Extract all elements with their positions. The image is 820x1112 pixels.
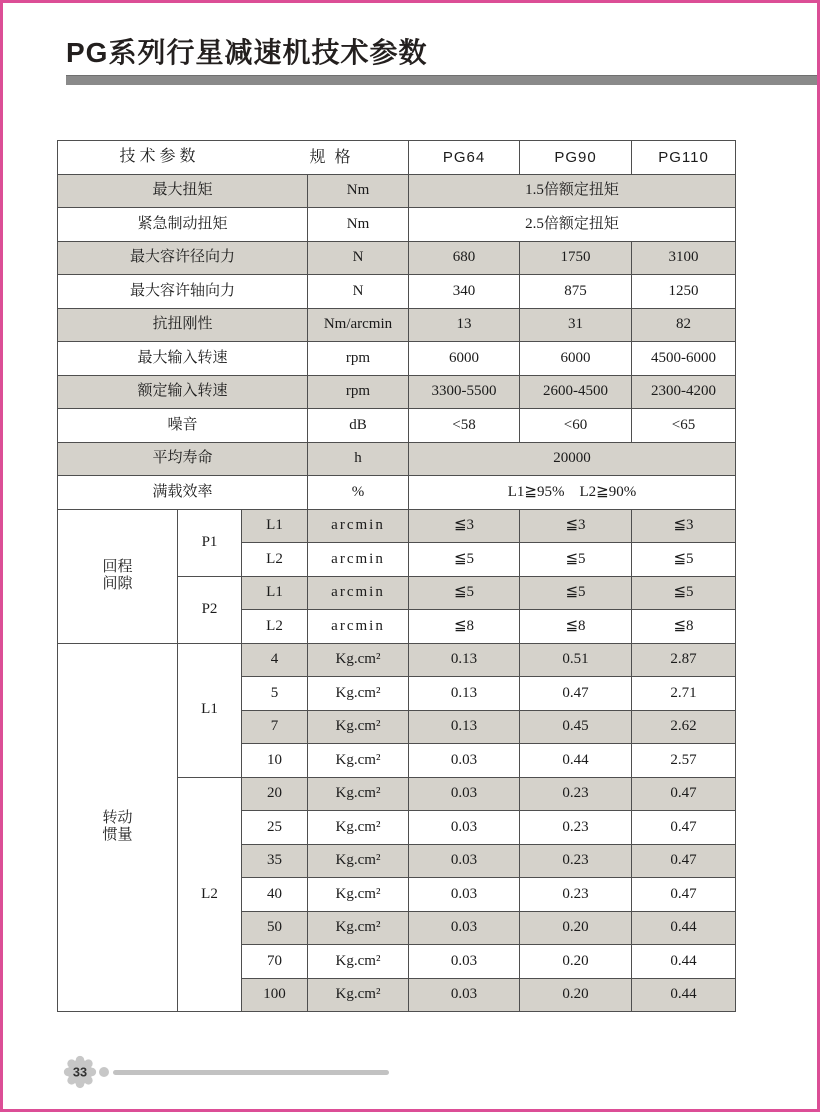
value-cell: 2.71 [632, 677, 736, 711]
param-label-cell: 紧急制动扭矩 [58, 208, 308, 242]
value-cell: ≦5 [632, 576, 736, 610]
value-cell: 6000 [409, 342, 520, 376]
value-cell: 0.13 [409, 677, 520, 711]
ratio-cell: 4 [242, 643, 308, 677]
table-row [58, 241, 736, 275]
value-cell: 0.13 [409, 643, 520, 677]
value-cell: 0.44 [632, 978, 736, 1012]
param-label-cell: 噪音 [58, 409, 308, 443]
unit-cell: arcmin [308, 543, 409, 577]
unit-cell: N [308, 241, 409, 275]
value-cell: 1250 [632, 275, 736, 309]
param-label-cell: 最大容许径向力 [58, 241, 308, 275]
value-cell: 0.47 [632, 878, 736, 912]
value-cell: 0.20 [520, 945, 632, 979]
value-cell: 0.44 [632, 945, 736, 979]
page-title: PG系列行星减速机技术参数 [66, 37, 428, 68]
model-header-pg64: PG64 [409, 141, 520, 175]
param-label-cell: 最大输入转速 [58, 342, 308, 376]
ratio-cell: 40 [242, 878, 308, 912]
value-cell: ≦5 [409, 576, 520, 610]
unit-cell: Kg.cm² [308, 744, 409, 778]
model-header-pg90: PG90 [520, 141, 632, 175]
unit-cell: Kg.cm² [308, 878, 409, 912]
value-cell: 680 [409, 241, 520, 275]
value-cell: 340 [409, 275, 520, 309]
grade-cell: P2 [178, 576, 242, 643]
value-cell: 0.51 [520, 643, 632, 677]
value-cell: 0.23 [520, 844, 632, 878]
table-row [58, 174, 736, 208]
value-cell: 0.23 [520, 878, 632, 912]
page-footer [63, 1055, 389, 1089]
value-cell: ≦5 [409, 543, 520, 577]
unit-cell: Kg.cm² [308, 978, 409, 1012]
footer-dot [99, 1067, 109, 1077]
spec-header-label: 规格 [309, 149, 360, 166]
diagonal-header-cell [58, 141, 409, 175]
unit-cell: rpm [308, 375, 409, 409]
param-label-cell: 最大容许轴向力 [58, 275, 308, 309]
table-row [58, 409, 736, 443]
table-row [58, 375, 736, 409]
value-cell: 0.03 [409, 844, 520, 878]
stage-cell: L2 [242, 543, 308, 577]
ratio-cell: 5 [242, 677, 308, 711]
value-cell: 1750 [520, 241, 632, 275]
parameters-table [57, 140, 736, 1012]
value-cell: 0.03 [409, 878, 520, 912]
ratio-cell: 10 [242, 744, 308, 778]
value-cell: ≦5 [520, 576, 632, 610]
table-row [58, 509, 736, 543]
value-cell: 13 [409, 308, 520, 342]
value-cell: 0.03 [409, 978, 520, 1012]
value-cell: 0.20 [520, 911, 632, 945]
value-cell: ≦5 [632, 543, 736, 577]
unit-cell: N [308, 275, 409, 309]
value-cell: 31 [520, 308, 632, 342]
value-cell: 0.03 [409, 777, 520, 811]
ratio-cell: 20 [242, 777, 308, 811]
value-cell: ≦3 [520, 509, 632, 543]
value-cell: 875 [520, 275, 632, 309]
value-cell: 2.87 [632, 643, 736, 677]
value-cell: ≦5 [520, 543, 632, 577]
unit-cell: arcmin [308, 576, 409, 610]
unit-cell: dB [308, 409, 409, 443]
stage-group-cell: L2 [178, 777, 242, 1012]
value-cell: <65 [632, 409, 736, 443]
merged-value-cell: 2.5倍额定扭矩 [409, 208, 736, 242]
value-cell: 82 [632, 308, 736, 342]
table-header-row [58, 141, 736, 175]
table-row [58, 275, 736, 309]
value-cell: 0.47 [632, 844, 736, 878]
param-label-cell: 满载效率 [58, 476, 308, 510]
value-cell: 2.62 [632, 710, 736, 744]
grade-cell: P1 [178, 509, 242, 576]
unit-cell: Nm [308, 208, 409, 242]
unit-cell: Nm/arcmin [308, 308, 409, 342]
value-cell: 6000 [520, 342, 632, 376]
unit-cell: Kg.cm² [308, 911, 409, 945]
value-cell: 0.44 [520, 744, 632, 778]
unit-cell: arcmin [308, 610, 409, 644]
unit-cell: Kg.cm² [308, 777, 409, 811]
unit-cell: Kg.cm² [308, 643, 409, 677]
value-cell: 4500-6000 [632, 342, 736, 376]
unit-cell: rpm [308, 342, 409, 376]
value-cell: ≦8 [409, 610, 520, 644]
value-cell: ≦8 [632, 610, 736, 644]
merged-value-cell: 1.5倍额定扭矩 [409, 174, 736, 208]
value-cell: 0.13 [409, 710, 520, 744]
value-cell: 2300-4200 [632, 375, 736, 409]
unit-cell: Nm [308, 174, 409, 208]
unit-cell: arcmin [308, 509, 409, 543]
table-row [58, 476, 736, 510]
value-cell: 0.47 [520, 677, 632, 711]
stage-cell: L1 [242, 576, 308, 610]
param-label-cell: 额定输入转速 [58, 375, 308, 409]
value-cell: 0.03 [409, 744, 520, 778]
value-cell: <60 [520, 409, 632, 443]
ratio-cell: 100 [242, 978, 308, 1012]
param-label-cell: 最大扭矩 [58, 174, 308, 208]
param-header-label: 技术参数 [119, 148, 200, 166]
value-cell: 0.47 [632, 811, 736, 845]
value-cell: 2600-4500 [520, 375, 632, 409]
value-cell: <58 [409, 409, 520, 443]
page-number: 33 [72, 1064, 88, 1080]
table-row [58, 442, 736, 476]
param-label-cell: 平均寿命 [58, 442, 308, 476]
value-cell: 0.03 [409, 911, 520, 945]
unit-cell: % [308, 476, 409, 510]
value-cell: 3300-5500 [409, 375, 520, 409]
value-cell: ≦3 [409, 509, 520, 543]
ratio-cell: 7 [242, 710, 308, 744]
value-cell: 0.45 [520, 710, 632, 744]
unit-cell: Kg.cm² [308, 811, 409, 845]
ratio-cell: 50 [242, 911, 308, 945]
stage-cell: L1 [242, 509, 308, 543]
value-cell: 0.23 [520, 777, 632, 811]
inertia-section-label: 转动 惯量 [58, 643, 178, 1012]
backlash-section-label: 回程 间隙 [58, 509, 178, 643]
unit-cell: Kg.cm² [308, 844, 409, 878]
value-cell: 2.57 [632, 744, 736, 778]
model-header-pg110: PG110 [632, 141, 736, 175]
ratio-cell: 35 [242, 844, 308, 878]
table-row [58, 643, 736, 677]
title-underline-bar [66, 75, 817, 85]
value-cell: 0.03 [409, 945, 520, 979]
table-row [58, 342, 736, 376]
merged-value-cell: 20000 [409, 442, 736, 476]
param-label-cell: 抗扭刚性 [58, 308, 308, 342]
footer-rule-line [113, 1070, 389, 1075]
unit-cell: Kg.cm² [308, 945, 409, 979]
stage-cell: L2 [242, 610, 308, 644]
value-cell: 0.47 [632, 777, 736, 811]
table-row [58, 208, 736, 242]
value-cell: ≦8 [520, 610, 632, 644]
unit-cell: h [308, 442, 409, 476]
value-cell: 0.23 [520, 811, 632, 845]
ratio-cell: 70 [242, 945, 308, 979]
table-row [58, 308, 736, 342]
stage-group-cell: L1 [178, 643, 242, 777]
unit-cell: Kg.cm² [308, 677, 409, 711]
value-cell: ≦3 [632, 509, 736, 543]
merged-value-cell: L1≧95% L2≧90% [409, 476, 736, 510]
value-cell: 3100 [632, 241, 736, 275]
value-cell: 0.03 [409, 811, 520, 845]
gear-icon [63, 1055, 97, 1089]
ratio-cell: 25 [242, 811, 308, 845]
unit-cell: Kg.cm² [308, 710, 409, 744]
value-cell: 0.44 [632, 911, 736, 945]
value-cell: 0.20 [520, 978, 632, 1012]
